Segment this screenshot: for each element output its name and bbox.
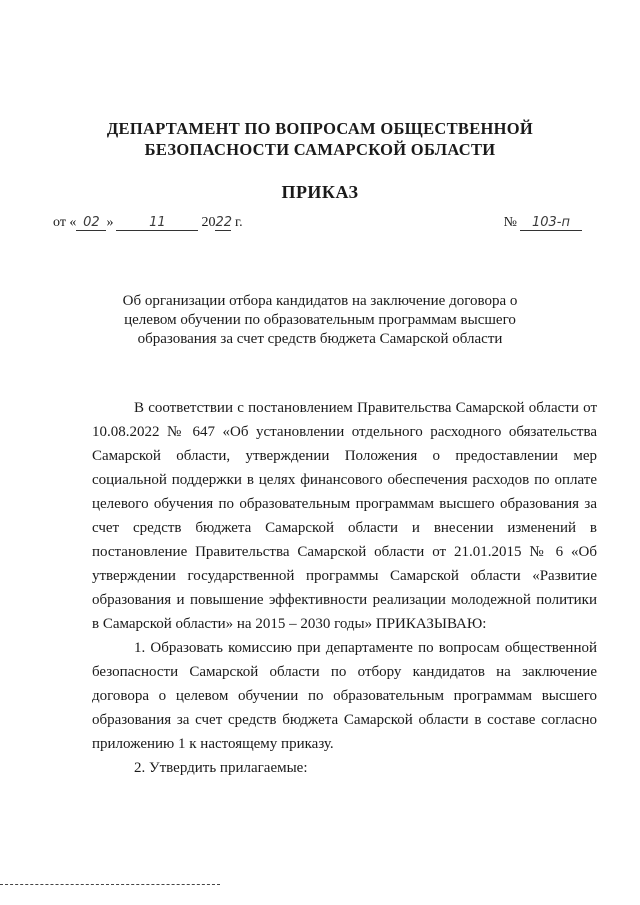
order-body (92, 396, 597, 780)
department-name: ДЕПАРТАМЕНТ ПО ВОПРОСАМ ОБЩЕСТВЕННОЙ БЕЗОПАСНОСТИ САМАРСКОЙ ОБЛАСТИ (106, 119, 534, 159)
date-suffix: г. (231, 215, 243, 230)
date-day: 02 (76, 216, 106, 231)
date-year: 22 (215, 215, 232, 230)
preamble-paragraph: В соответствии с постановлением Правительства Самарской области от 10.08.2022 № 647 «Об установлении отдельного расходного обязательства Самарской области, утверждении Положения о предоставлении мер социальной поддержки в целях финансового обеспечения расходов по оплате целевого обучения по образовательным программам высшего образования за счет средств бюджета Самарской области и внесении изменений в постановление Правительства Самарской области от 21.01.2015 № 6 «Об утверждении государственной программы Самарской области «Развитие образования и повышение эффективности реализации молодежной политики в Самарской области» на 2015 – 2030 годы» ПРИКАЗЫВАЮ: (92, 400, 597, 632)
order-subject: Об организации отбора кандидатов на заключение договора о целевом обучении по образовательным программам высшего образования за счет средств бюджета Самарской области (122, 293, 518, 347)
date-year-prefix: 20 (201, 215, 216, 230)
number-label: № (503, 215, 517, 230)
date-prefix: от « (53, 215, 77, 230)
document-type-title: ПРИКАЗ (281, 182, 359, 202)
order-date (53, 215, 243, 231)
page-footer-divider (0, 884, 220, 886)
item-2-paragraph: 2. Утвердить прилагаемые: (134, 760, 308, 776)
date-day-close: » (106, 215, 114, 230)
order-number (504, 215, 582, 231)
date-month: 11 (116, 216, 198, 231)
item-1-paragraph: 1. Образовать комиссию при департаменте по вопросам общественной безопасности Самарской области по отбору кандидатов на заключение договора о целевом обучении по образовательным программам высшего образования за счет средств бюджета Самарской области в составе согласно приложению 1 к настоящему приказу. (92, 640, 597, 752)
number-value: 103-п (520, 216, 582, 231)
